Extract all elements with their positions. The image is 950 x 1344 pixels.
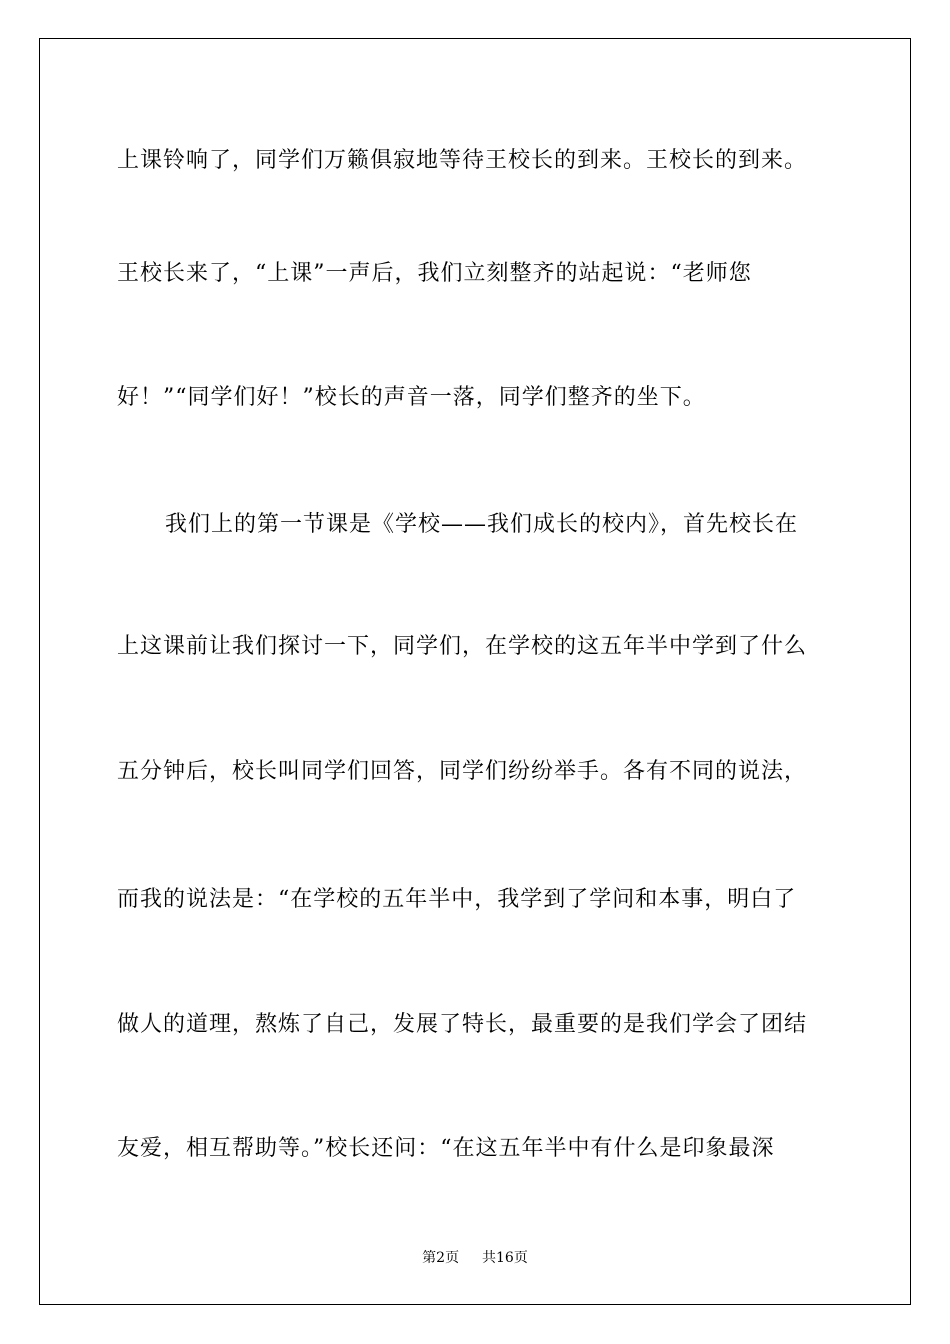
paragraph-line: 我们上的第一节课是《学校——我们成长的校内》，首先校长在 [165, 512, 799, 537]
paragraph-line: 王校长来了，“上课”一声后，我们立刻整齐的站起说：“老师您 [117, 261, 752, 286]
paragraph-line: 做人的道理，熬炼了自己，发展了特长，最重要的是我们学会了团结 [117, 1012, 808, 1037]
paragraph-line: 而我的说法是：“在学校的五年半中，我学到了学问和本事，明白了 [117, 887, 797, 912]
paragraph-line: 五分钟后，校长叫同学们回答，同学们纷纷举手。各有不同的说法， [117, 759, 808, 784]
page-footer [0, 1249, 950, 1267]
paragraph-line: 友爱，相互帮助等。”校长还问：“在这五年半中有什么是印象最深 [117, 1136, 775, 1161]
total-pages: 共16页 [482, 1250, 528, 1266]
page-number: 第2页 [422, 1250, 460, 1266]
paragraph-line: 好！”“同学们好！”校长的声音一落，同学们整齐的坐下。 [117, 385, 706, 410]
paragraph-line: 上课铃响了，同学们万籁俱寂地等待王校长的到来。王校长的到来。 [117, 148, 808, 173]
page-border [39, 38, 911, 1305]
paragraph-line: 上这课前让我们探讨一下，同学们，在学校的这五年半中学到了什么 [117, 634, 808, 659]
